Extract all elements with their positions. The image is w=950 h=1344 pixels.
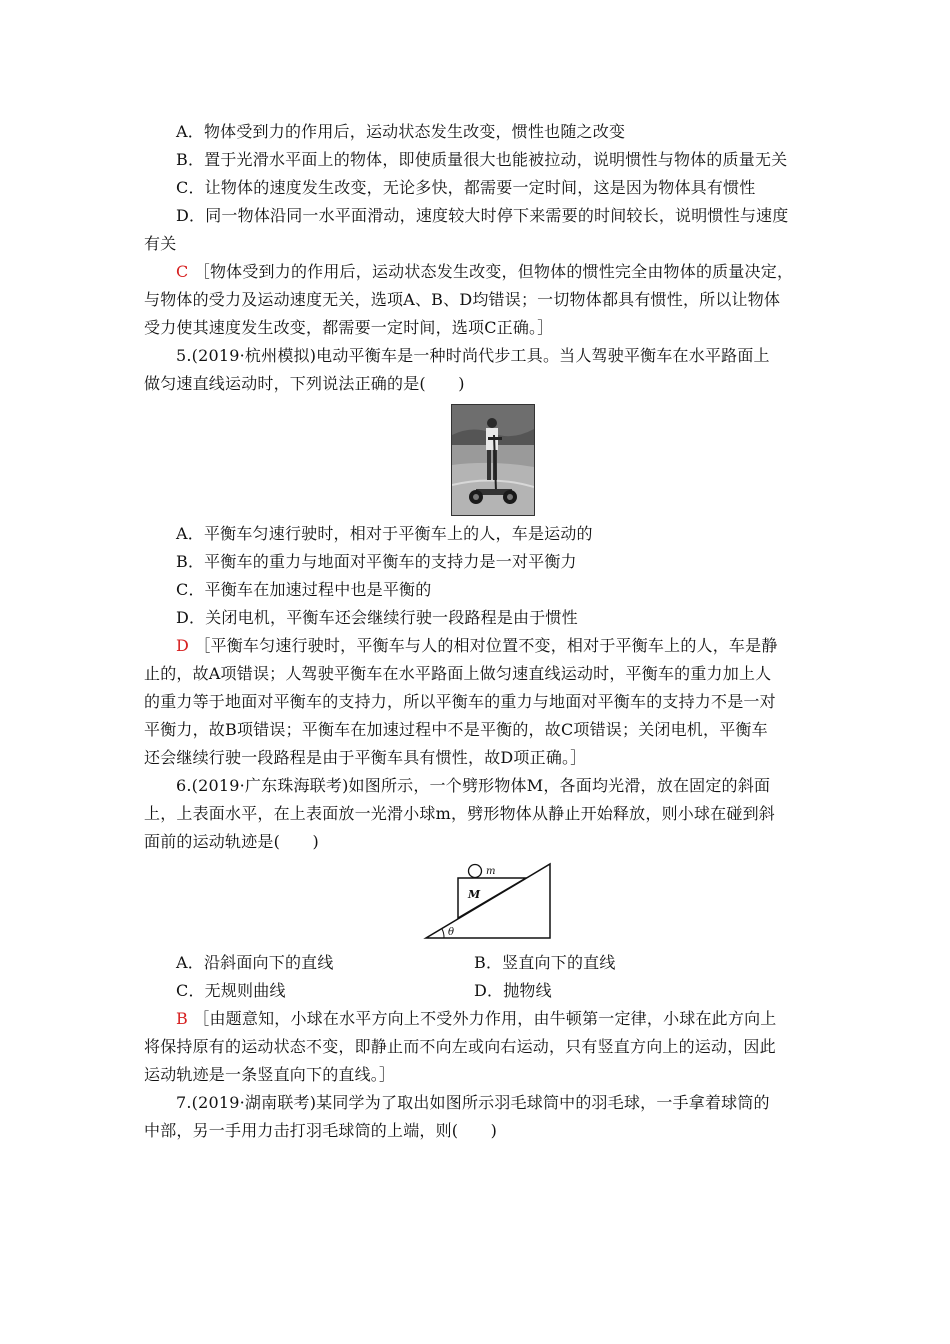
ball-label: m [486,866,496,877]
q4-answer: C [176,262,189,281]
q6-stem-line-1: 6.(2019·广东珠海联考)如图所示，一个劈形物体M，各面均光滑，放在固定的斜面 [176,776,771,795]
q5-explanation-line-5: 还会继续行驶一段路程是由于平衡车具有惯性，故D项正确。］ [144,748,587,767]
angle-arc [442,929,444,938]
q4-option-b: B．置于光滑水平面上的物体，即使质量很大也能被拉动，说明惯性与物体的质量无关 [176,150,788,169]
q4-option-a: A．物体受到力的作用后，运动状态发生改变，惯性也随之改变 [176,122,626,141]
ball [469,865,482,878]
q6-option-d: D．抛物线 [474,981,552,1000]
q7-stem-line-2: 中部，另一手用力击打羽毛球筒的上端，则( ) [144,1121,498,1140]
q5-stem-line-1: 5.(2019·杭州模拟)电动平衡车是一种时尚代步工具。当人驾驶平衡车在水平路面上 [176,346,770,365]
q4-explanation-line-1 [176,262,793,282]
q5-answer: D [176,636,190,655]
q6-explanation-line-1 [176,1009,776,1029]
incline-wedge-diagram [422,860,556,942]
q4-option-d-continued: 有关 [144,234,177,253]
q4-option-d: D．同一物体沿同一水平面滑动，速度较大时停下来需要的时间较长，说明惯性与速度 [176,206,789,225]
q6-answer: B [176,1009,188,1028]
q5-explanation-text-1: ［平衡车匀速行驶时，平衡车与人的相对位置不变，相对于平衡车上的人，车是静 [194,636,778,655]
q6-explanation-line-2: 将保持原有的运动状态不变，即静止而不向左或向右运动，只有竖直方向上的运动，因此 [144,1037,776,1056]
q4-explanation-line-2: 与物体的受力及运动速度无关，选项A、B、D均错误；一切物体都具有惯性，所以让物体 [144,290,781,309]
balance-scooter-photo [451,404,535,516]
q5-explanation-line-2: 止的，故A项错误；人驾驶平衡车在水平路面上做匀速直线运动时，平衡车的重力加上人 [144,664,772,683]
q4-explanation-text-1: ［物体受到力的作用后，运动状态发生改变，但物体的惯性完全由物体的质量决定， [193,262,794,281]
q5-option-b: B．平衡车的重力与地面对平衡车的支持力是一对平衡力 [176,552,577,571]
q6-explanation-text-1: ［由题意知，小球在水平方向上不受外力作用，由牛顿第一定律，小球在此方向上 [193,1009,777,1028]
q6-option-b: B．竖直向下的直线 [474,953,616,972]
q5-explanation-line-1 [176,636,778,656]
q5-explanation-line-4: 平衡力，故B项错误；平衡车在加速过程中不是平衡的，故C项错误；关闭电机，平衡车 [144,720,768,739]
balance-scooter-illustration [452,405,534,515]
q6-option-c: C．无规则曲线 [176,981,286,1000]
q4-option-c: C．让物体的速度发生改变，无论多快，都需要一定时间，这是因为物体具有惯性 [176,178,756,197]
q6-explanation-line-3: 运动轨迹是一条竖直向下的直线。］ [144,1065,396,1084]
wedge-label: M [468,888,481,901]
q6-option-a: A．沿斜面向下的直线 [176,953,334,972]
q5-option-a: A．平衡车匀速行驶时，相对于平衡车上的人，车是运动的 [176,524,593,543]
q5-option-c: C．平衡车在加速过程中也是平衡的 [176,580,432,599]
q6-stem-line-3: 面前的运动轨迹是( ) [144,832,319,851]
q5-stem-line-2: 做匀速直线运动时，下列说法正确的是( ) [144,374,465,393]
q6-stem-line-2: 上，上表面水平，在上表面放一光滑小球m，劈形物体从静止开始释放，则小球在碰到斜 [144,804,775,823]
q4-explanation-line-3: 受力使其速度发生改变，都需要一定时间，选项C正确。］ [144,318,554,337]
q7-stem-line-1: 7.(2019·湖南联考)某同学为了取出如图所示羽毛球筒中的羽毛球，一手拿着球筒的 [176,1093,770,1112]
q5-explanation-line-3: 的重力等于地面对平衡车的支持力，所以平衡车的重力与地面对平衡车的支持力不是一对 [144,692,776,711]
angle-label: θ [448,927,455,938]
q5-option-d: D．关闭电机，平衡车还会继续行驶一段路程是由于惯性 [176,608,578,627]
